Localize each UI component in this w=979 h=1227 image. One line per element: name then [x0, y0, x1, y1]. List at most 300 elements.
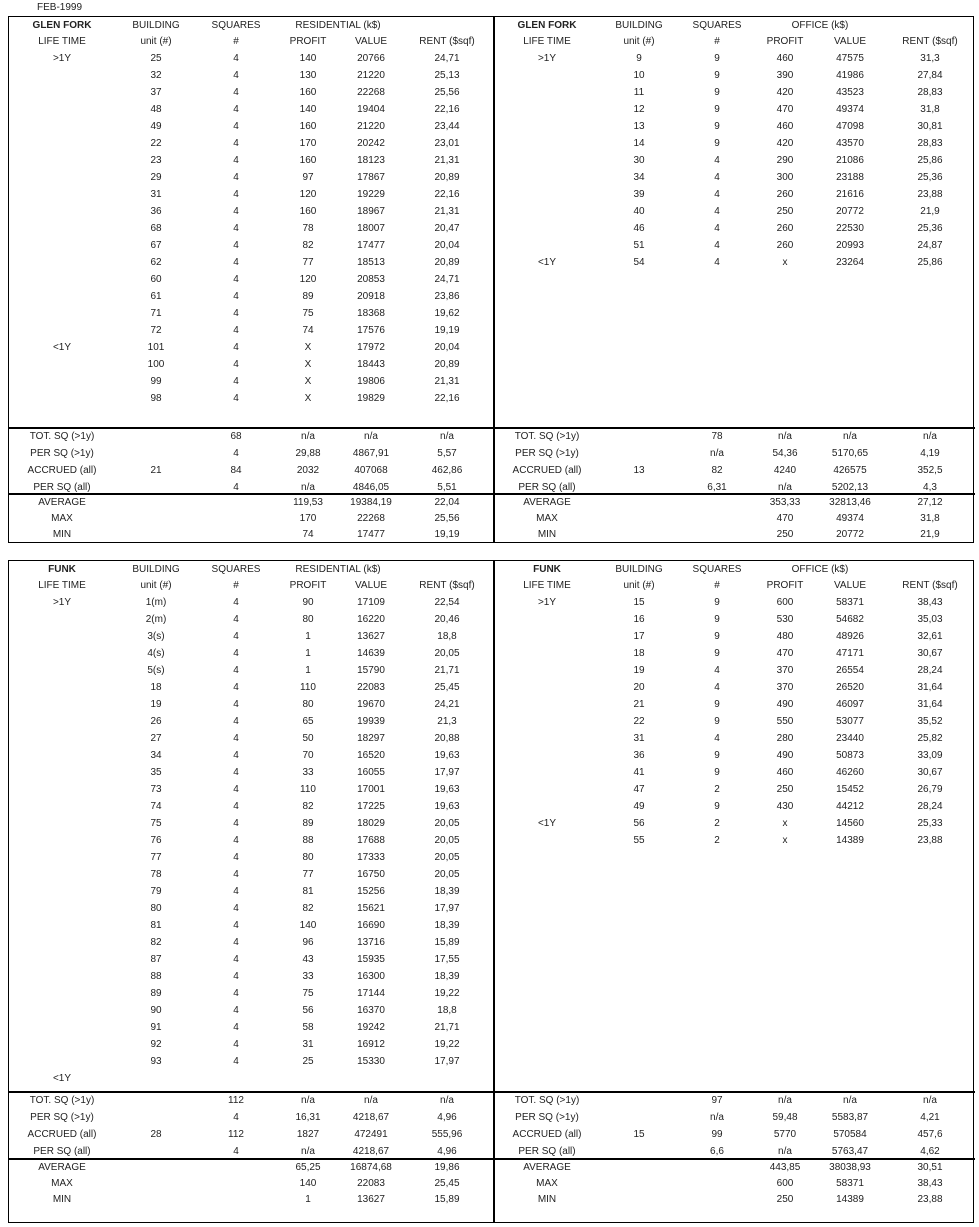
- totals-cell: 5,57: [437, 448, 457, 459]
- table-row: [9, 866, 493, 883]
- table-cell: 28,83: [917, 138, 943, 149]
- stats-cell: MIN: [52, 1194, 72, 1205]
- table-cell: 80: [302, 614, 314, 625]
- totals-cell: n/a: [843, 1095, 857, 1106]
- table-cell: 23188: [836, 172, 864, 183]
- table-cell: 15330: [357, 1056, 385, 1067]
- column-header: #: [714, 580, 720, 591]
- table-cell: 4: [233, 784, 239, 795]
- table-cell: 4: [233, 869, 239, 880]
- totals-cell: TOT. SQ (>1y): [29, 431, 95, 442]
- stats-cell: 22268: [357, 513, 385, 524]
- table-row: [495, 169, 975, 186]
- table-row: [9, 764, 493, 781]
- table-cell: 4: [233, 189, 239, 200]
- table-row: [9, 798, 493, 815]
- totals-cell: ACCRUED (all): [512, 1129, 582, 1140]
- table-cell: 19,63: [434, 801, 460, 812]
- table-cell: 26,79: [917, 784, 943, 795]
- table-cell: 26554: [836, 665, 864, 676]
- table-cell: 4: [233, 104, 239, 115]
- table-cell: 18368: [357, 308, 385, 319]
- column-header: RENT ($sqf): [902, 36, 958, 47]
- table-cell: 9: [714, 70, 720, 81]
- table-row: [9, 356, 493, 373]
- table-cell: 22: [150, 138, 162, 149]
- table-cell: 20,05: [434, 818, 460, 829]
- table-cell: 37: [150, 87, 162, 98]
- stats-cell: 23,88: [917, 1194, 943, 1205]
- totals-cell: 16,31: [295, 1112, 321, 1123]
- table-row: [495, 747, 975, 764]
- stats-cell: 119,53: [293, 497, 323, 508]
- totals-cell: 4218,67: [352, 1146, 390, 1157]
- table-cell: X: [304, 393, 312, 404]
- table-cell: 4: [233, 971, 239, 982]
- table-cell: 16370: [357, 1005, 385, 1016]
- totals-cell: TOT. SQ (>1y): [514, 1095, 580, 1106]
- table-cell: 4: [233, 393, 239, 404]
- column-header: #: [233, 36, 239, 47]
- table-cell: 20,89: [434, 172, 460, 183]
- table-row: [495, 611, 975, 628]
- table-cell: >1Y: [537, 597, 557, 608]
- table-cell: 420: [776, 138, 794, 149]
- table-row: [495, 135, 975, 152]
- table-cell: 22,54: [434, 597, 460, 608]
- table-cell: 56: [302, 1005, 314, 1016]
- table-cell: 47575: [836, 53, 864, 64]
- table-cell: 19242: [357, 1022, 385, 1033]
- table-row: [495, 254, 975, 271]
- table-cell: 460: [776, 767, 794, 778]
- table-row: [9, 84, 493, 101]
- stats-cell: 22,04: [434, 497, 460, 508]
- table-cell: 18297: [357, 733, 385, 744]
- stats-row: [495, 510, 975, 527]
- totals-section: [9, 1091, 493, 1160]
- stats-cell: 32813,46: [829, 497, 871, 508]
- totals-cell: n/a: [778, 1095, 792, 1106]
- totals-cell: 4,19: [920, 448, 940, 459]
- table-cell: 300: [776, 172, 794, 183]
- stats-cell: 27,12: [917, 497, 943, 508]
- table-row: [9, 271, 493, 288]
- table-cell: 470: [776, 648, 794, 659]
- table-cell: 4: [233, 121, 239, 132]
- table-cell: 99: [150, 376, 162, 387]
- table-cell: 19939: [357, 716, 385, 727]
- table-row: [9, 1002, 493, 1019]
- totals-cell: n/a: [778, 1146, 792, 1157]
- table-cell: 18,39: [434, 886, 460, 897]
- totals-cell: 407068: [354, 465, 388, 476]
- totals-cell: 570584: [833, 1129, 867, 1140]
- table-cell: 20853: [357, 274, 385, 285]
- totals-cell: 4218,67: [352, 1112, 390, 1123]
- table-cell: 56: [633, 818, 645, 829]
- table-cell: 17,97: [434, 767, 460, 778]
- table-row: [495, 628, 975, 645]
- stats-cell: 470: [776, 513, 794, 524]
- table-cell: 22530: [836, 223, 864, 234]
- table-cell: 19404: [357, 104, 385, 115]
- totals-cell: 4,21: [920, 1112, 940, 1123]
- stats-cell: AVERAGE: [523, 497, 571, 508]
- stats-cell: 31,8: [920, 513, 940, 524]
- table-cell: 17,97: [434, 1056, 460, 1067]
- table-cell: 21,31: [434, 376, 460, 387]
- table-cell: 55: [633, 835, 645, 846]
- stats-cell: MAX: [536, 1178, 558, 1189]
- totals-row: [495, 428, 975, 445]
- totals-row: [9, 1126, 493, 1143]
- table-cell: 9: [714, 614, 720, 625]
- table-cell: 89: [150, 988, 162, 999]
- totals-cell: 4846,05: [352, 482, 390, 493]
- table-cell: 20: [633, 682, 645, 693]
- table-cell: 17001: [357, 784, 385, 795]
- table-cell: 480: [776, 631, 794, 642]
- stats-cell: MIN: [52, 529, 72, 540]
- column-header: PROFIT: [289, 580, 327, 591]
- table-cell: 1(m): [145, 597, 167, 608]
- table-cell: 19229: [357, 189, 385, 200]
- table-cell: 20,89: [434, 257, 460, 268]
- table-cell: 25: [302, 1056, 314, 1067]
- table-cell: x: [782, 818, 788, 829]
- table-cell: 9: [714, 801, 720, 812]
- table-row: [9, 628, 493, 645]
- table-cell: 4: [233, 631, 239, 642]
- stats-cell: 25,56: [434, 513, 460, 524]
- table-cell: 490: [776, 699, 794, 710]
- table-cell: 290: [776, 155, 794, 166]
- table-row: [9, 305, 493, 322]
- table-cell: 160: [299, 206, 317, 217]
- totals-cell: n/a: [301, 482, 315, 493]
- table-row: [9, 730, 493, 747]
- table-cell: 100: [147, 359, 165, 370]
- table-row: [9, 118, 493, 135]
- column-header: VALUE: [833, 36, 867, 47]
- totals-cell: 4240: [773, 465, 797, 476]
- table-cell: 4: [233, 342, 239, 353]
- table-cell: 2(m): [145, 614, 167, 625]
- location-name: GLEN FORK: [517, 20, 577, 31]
- table-cell: 76: [150, 835, 162, 846]
- table-row: [495, 815, 975, 832]
- table-row: [9, 594, 493, 611]
- table-cell: 9: [714, 716, 720, 727]
- table-cell: 4: [233, 767, 239, 778]
- table-row: [9, 645, 493, 662]
- totals-row: [495, 1109, 975, 1126]
- table-cell: 49374: [836, 104, 864, 115]
- table-cell: 17972: [357, 342, 385, 353]
- table-cell: 93: [150, 1056, 162, 1067]
- totals-cell: PER SQ (all): [33, 482, 91, 493]
- table-cell: 81: [150, 920, 162, 931]
- table-cell: 17109: [357, 597, 385, 608]
- table-block-1: [8, 16, 974, 543]
- table-cell: 47098: [836, 121, 864, 132]
- totals-cell: n/a: [440, 431, 454, 442]
- table-cell: 82: [150, 937, 162, 948]
- table-cell: 90: [150, 1005, 162, 1016]
- stats-section: [495, 493, 975, 544]
- column-header: PROFIT: [766, 580, 804, 591]
- table-cell: <1Y: [52, 1073, 72, 1084]
- table-cell: 23,88: [917, 835, 943, 846]
- table-cell: 370: [776, 682, 794, 693]
- table-row: [9, 849, 493, 866]
- table-row: [9, 101, 493, 118]
- table-row: [9, 917, 493, 934]
- report-date: FEB-1999: [37, 2, 83, 13]
- table-row: [9, 1053, 493, 1070]
- stats-cell: 170: [299, 513, 317, 524]
- table-cell: 80: [302, 852, 314, 863]
- table-cell: 17477: [357, 240, 385, 251]
- stats-cell: 20772: [836, 529, 864, 540]
- table-cell: 68: [150, 223, 162, 234]
- table-row: [9, 934, 493, 951]
- table-row: [9, 254, 493, 271]
- table-cell: 9: [714, 648, 720, 659]
- totals-cell: 5763,47: [831, 1146, 869, 1157]
- table-row: [9, 288, 493, 305]
- table-cell: 20,46: [434, 614, 460, 625]
- table-cell: 12: [633, 104, 645, 115]
- table-cell: 16912: [357, 1039, 385, 1050]
- table-cell: 53077: [836, 716, 864, 727]
- table-cell: 35,03: [917, 614, 943, 625]
- stats-cell: 14389: [836, 1194, 864, 1205]
- table-cell: 4: [714, 172, 720, 183]
- table-cell: 18513: [357, 257, 385, 268]
- table-cell: 90: [302, 597, 314, 608]
- table-cell: 4: [233, 733, 239, 744]
- table-cell: 4: [233, 750, 239, 761]
- totals-cell: 13: [633, 465, 645, 476]
- totals-cell: 5202,13: [831, 482, 869, 493]
- table-cell: 4: [233, 614, 239, 625]
- table-cell: 4: [233, 172, 239, 183]
- stats-cell: MAX: [51, 1178, 73, 1189]
- table-cell: 18,8: [437, 631, 457, 642]
- table-row: [9, 50, 493, 67]
- column-header: VALUE: [354, 580, 388, 591]
- table-cell: 110: [300, 682, 316, 693]
- column-header: unit (#): [623, 580, 655, 591]
- table-cell: 4: [233, 291, 239, 302]
- table-cell: 140: [299, 920, 317, 931]
- table-cell: 18: [150, 682, 162, 693]
- table-cell: x: [782, 257, 788, 268]
- table-cell: 20772: [836, 206, 864, 217]
- table-cell: 16220: [357, 614, 385, 625]
- table-cell: 21086: [836, 155, 864, 166]
- totals-cell: PER SQ (>1y): [515, 448, 579, 459]
- table-cell: 75: [302, 988, 314, 999]
- group-header: RESIDENTIAL (k$): [295, 564, 381, 575]
- table-cell: 4(s): [147, 648, 165, 659]
- table-cell: 4: [714, 189, 720, 200]
- location-name: FUNK: [533, 564, 561, 575]
- table-cell: 24,87: [917, 240, 943, 251]
- totals-cell: n/a: [710, 448, 724, 459]
- table-cell: 17333: [357, 852, 385, 863]
- table-cell: 4: [233, 665, 239, 676]
- table-cell: 390: [776, 70, 794, 81]
- totals-cell: 426575: [833, 465, 867, 476]
- subheader-row: [495, 33, 975, 50]
- table-cell: 2: [714, 784, 720, 795]
- table-cell: 1: [305, 648, 311, 659]
- totals-cell: 6,6: [710, 1146, 724, 1157]
- table-cell: 22083: [357, 682, 385, 693]
- table-cell: 9: [636, 53, 642, 64]
- table-cell: 22: [633, 716, 645, 727]
- table-cell: 23440: [836, 733, 864, 744]
- table-row: [9, 747, 493, 764]
- table-cell: 4: [233, 155, 239, 166]
- table-cell: X: [304, 342, 312, 353]
- column-header: SQUARES: [692, 20, 742, 31]
- table-cell: 15256: [357, 886, 385, 897]
- table-row: [495, 645, 975, 662]
- column-header: RENT ($sqf): [902, 580, 958, 591]
- table-row: [9, 373, 493, 390]
- column-header: BUILDING: [615, 20, 663, 31]
- table-cell: 23264: [836, 257, 864, 268]
- table-row: [495, 594, 975, 611]
- table-cell: 28,83: [917, 87, 943, 98]
- table-cell: 15790: [357, 665, 385, 676]
- column-header: VALUE: [354, 36, 388, 47]
- table-cell: 140: [299, 104, 317, 115]
- table-cell: 35: [150, 767, 162, 778]
- stats-cell: 65,25: [295, 1162, 321, 1173]
- table-cell: 18123: [357, 155, 385, 166]
- table-cell: 17: [633, 631, 645, 642]
- table-cell: 19,19: [434, 325, 460, 336]
- totals-cell: PER SQ (all): [33, 1146, 91, 1157]
- table-cell: 17,55: [434, 954, 460, 965]
- table-cell: 11: [633, 87, 645, 98]
- table-row: [9, 322, 493, 339]
- table-row: [9, 611, 493, 628]
- location-name: FUNK: [48, 564, 76, 575]
- totals-cell: n/a: [301, 1146, 315, 1157]
- totals-cell: n/a: [440, 1095, 454, 1106]
- table-row: [9, 237, 493, 254]
- table-cell: 460: [776, 53, 794, 64]
- table-cell: 13627: [357, 631, 385, 642]
- table-cell: 9: [714, 750, 720, 761]
- totals-cell: n/a: [710, 1112, 724, 1123]
- table-cell: 16300: [357, 971, 385, 982]
- table-cell: 14639: [357, 648, 385, 659]
- table-cell: 78: [302, 223, 314, 234]
- table-cell: 25,45: [434, 682, 460, 693]
- stats-row: [495, 1191, 975, 1208]
- table-cell: 72: [150, 325, 162, 336]
- table-cell: 24,71: [434, 274, 460, 285]
- totals-cell: n/a: [778, 482, 792, 493]
- table-cell: 26520: [836, 682, 864, 693]
- table-cell: 14560: [836, 818, 864, 829]
- totals-cell: 99: [711, 1129, 723, 1140]
- table-cell: 4: [233, 376, 239, 387]
- column-header: RENT ($sqf): [419, 36, 475, 47]
- table-cell: 22,16: [434, 104, 460, 115]
- table-cell: 4: [233, 240, 239, 251]
- table-row: [9, 203, 493, 220]
- table-cell: 20,05: [434, 852, 460, 863]
- column-header: SQUARES: [692, 564, 742, 575]
- table-cell: 17576: [357, 325, 385, 336]
- table-cell: 120: [299, 274, 317, 285]
- totals-cell: n/a: [364, 431, 378, 442]
- subheader-row: [9, 33, 493, 50]
- table-cell: 4: [233, 87, 239, 98]
- table-row: [495, 203, 975, 220]
- totals-cell: 112: [228, 1095, 244, 1106]
- table-cell: 10: [633, 70, 645, 81]
- table-cell: 92: [150, 1039, 162, 1050]
- table-cell: 9: [714, 138, 720, 149]
- table-cell: 5(s): [147, 665, 165, 676]
- table-cell: 14: [633, 138, 645, 149]
- totals-cell: 472491: [354, 1129, 388, 1140]
- stats-cell: 30,51: [917, 1162, 943, 1173]
- stats-row: [9, 1175, 493, 1192]
- table-cell: 46: [633, 223, 645, 234]
- table-cell: 51: [633, 240, 645, 251]
- table-row: [9, 679, 493, 696]
- table-cell: 77: [302, 869, 314, 880]
- table-cell: 89: [302, 291, 314, 302]
- table-cell: 47171: [836, 648, 864, 659]
- table-row: [9, 169, 493, 186]
- table-cell: 9: [714, 631, 720, 642]
- table-cell: 96: [302, 937, 314, 948]
- table-row: [9, 781, 493, 798]
- table-cell: 33: [302, 767, 314, 778]
- totals-cell: 4,96: [437, 1146, 457, 1157]
- table-cell: 370: [776, 665, 794, 676]
- table-cell: 46097: [836, 699, 864, 710]
- table-cell: 77: [150, 852, 162, 863]
- table-cell: 19,62: [434, 308, 460, 319]
- table-cell: 4: [233, 835, 239, 846]
- table-cell: 54682: [836, 614, 864, 625]
- totals-cell: 4: [233, 448, 239, 459]
- totals-cell: n/a: [923, 431, 937, 442]
- table-cell: 17867: [357, 172, 385, 183]
- totals-cell: 84: [230, 465, 242, 476]
- table-cell: 9: [714, 121, 720, 132]
- table-cell: 9: [714, 104, 720, 115]
- column-header: unit (#): [623, 36, 655, 47]
- table-cell: 31: [302, 1039, 314, 1050]
- totals-cell: 4,62: [920, 1146, 940, 1157]
- totals-cell: 54,36: [772, 448, 798, 459]
- table-cell: 50: [302, 733, 314, 744]
- totals-cell: ACCRUED (all): [27, 1129, 97, 1140]
